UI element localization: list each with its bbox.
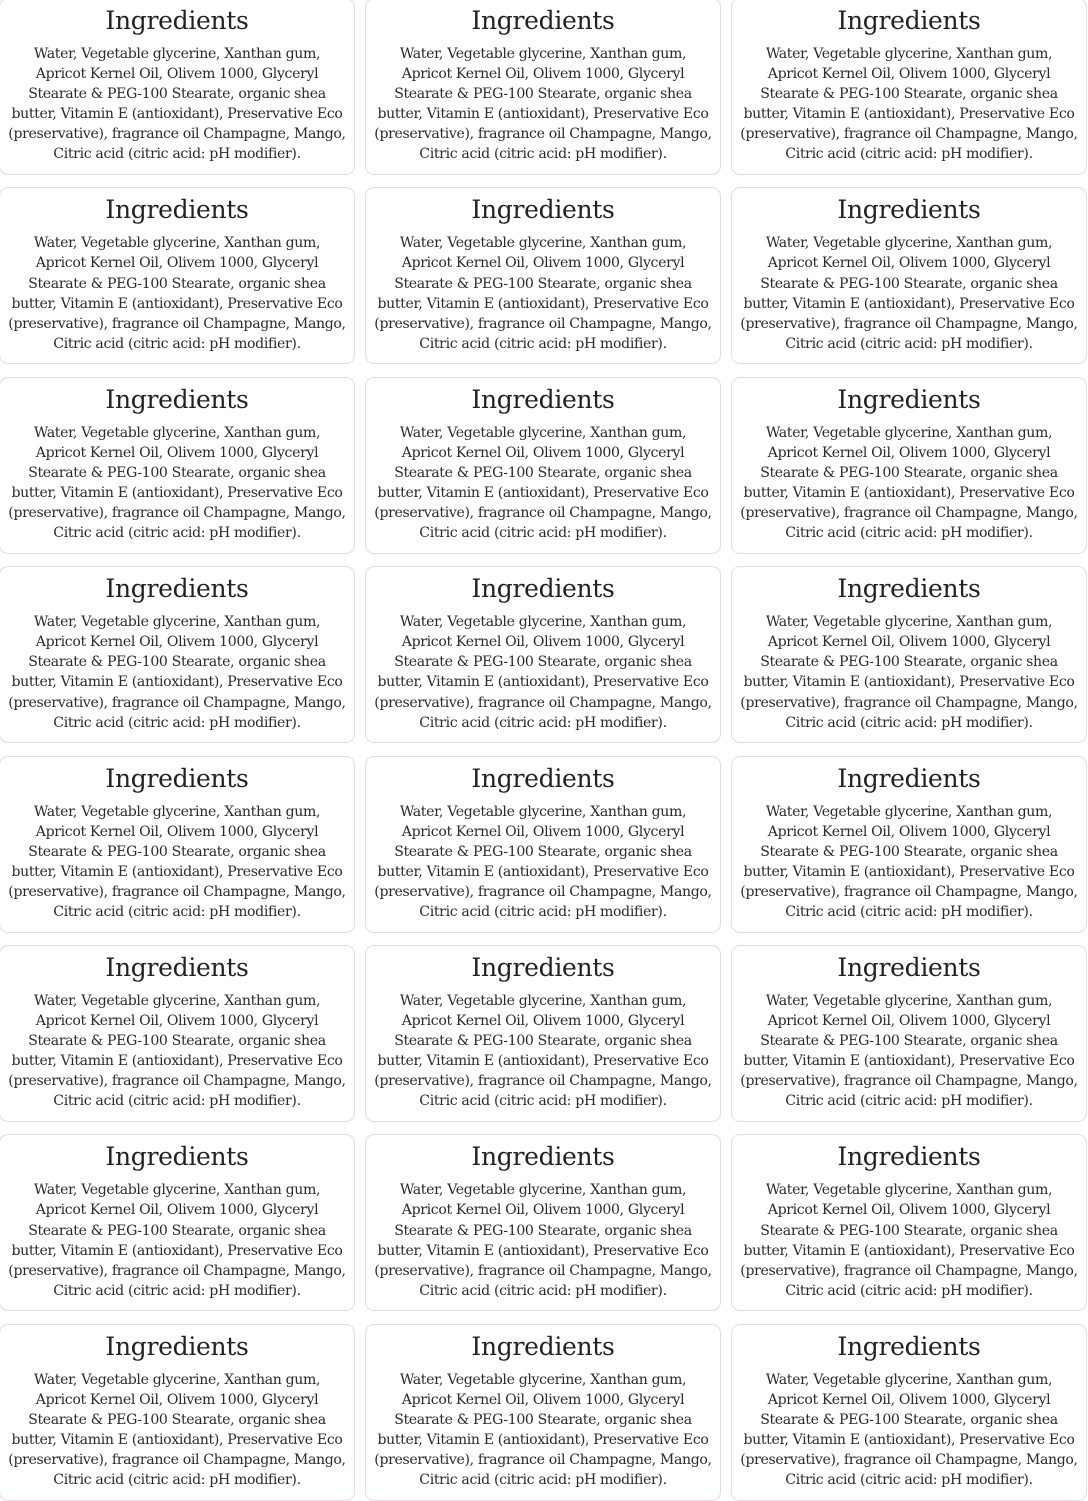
label-ingredients-text: Water, Vegetable glycerine, Xanthan gum, Apricot Kernel Oil, Olivem 1000, Glyceryl Stearate & PEG-100 Stearate, organic shea butter, Vitamin E (antioxidant), Preservative Eco (preservative), fragrance oil Champagne, Mango, Citric acid (citric acid: pH modifier). (374, 1182, 712, 1299)
ingredient-label (0, 0, 355, 175)
label-title: Ingredients (471, 1331, 615, 1361)
label-ingredients-text: Water, Vegetable glycerine, Xanthan gum, Apricot Kernel Oil, Olivem 1000, Glyceryl Stearate & PEG-100 Stearate, organic shea butter, Vitamin E (antioxidant), Preservative Eco (preservative), fragrance oil Champagne, Mango, Citric acid (citric acid: pH modifier). (8, 803, 346, 921)
ingredient-label (0, 945, 355, 1122)
label-title: Ingredients (471, 384, 615, 414)
label-title: Ingredients (837, 195, 981, 225)
label-title: Ingredients (471, 763, 615, 793)
ingredient-label (365, 187, 721, 364)
label-ingredients-text: Water, Vegetable glycerine, Xanthan gum, Apricot Kernel Oil, Olivem 1000, Glyceryl Stearate & PEG-100 Stearate, organic shea butter, Vitamin E (antioxidant), Preservative Eco (preservative), fragrance oil Champagne, Mango, Citric acid (citric acid: pH modifier). (374, 614, 712, 731)
label-title: Ingredients (105, 6, 249, 35)
label-ingredients-text: Water, Vegetable glycerine, Xanthan gum, Apricot Kernel Oil, Olivem 1000, Glyceryl Stearate & PEG-100 Stearate, organic shea butter, Vitamin E (antioxidant), Preservative Eco (preservative), fragrance oil Champagne, Mango, Citric acid (citric acid: pH modifier). (374, 803, 712, 921)
label-title: Ingredients (837, 6, 981, 35)
label-title: Ingredients (837, 574, 981, 604)
label-title: Ingredients (105, 384, 249, 414)
ingredient-label (365, 1324, 721, 1501)
ingredient-label (731, 0, 1087, 175)
label-ingredients-text: Water, Vegetable glycerine, Xanthan gum, Apricot Kernel Oil, Olivem 1000, Glyceryl Stearate & PEG-100 Stearate, organic shea butter, Vitamin E (antioxidant), Preservative Eco (preservative), fragrance oil Champagne, Mango, Citric acid (citric acid: pH modifier). (740, 614, 1078, 731)
ingredient-label (0, 377, 355, 554)
label-ingredients-text: Water, Vegetable glycerine, Xanthan gum, Apricot Kernel Oil, Olivem 1000, Glyceryl Stearate & PEG-100 Stearate, organic shea butter, Vitamin E (antioxidant), Preservative Eco (preservative), fragrance oil Champagne, Mango, Citric acid (citric acid: pH modifier). (8, 992, 346, 1110)
label-title: Ingredients (471, 1142, 615, 1172)
label-ingredients-text: Water, Vegetable glycerine, Xanthan gum, Apricot Kernel Oil, Olivem 1000, Glyceryl Stearate & PEG-100 Stearate, organic shea butter, Vitamin E (antioxidant), Preservative Eco (preservative), fragrance oil Champagne, Mango, Citric acid (citric acid: pH modifier). (374, 424, 712, 542)
label-ingredients-text: Water, Vegetable glycerine, Xanthan gum, Apricot Kernel Oil, Olivem 1000, Glyceryl Stearate & PEG-100 Stearate, organic shea butter, Vitamin E (antioxidant), Preservative Eco (preservative), fragrance oil Champagne, Mango, Citric acid (citric acid: pH modifier). (8, 614, 346, 731)
label-title: Ingredients (471, 952, 615, 982)
label-title: Ingredients (105, 763, 249, 793)
label-title: Ingredients (105, 574, 249, 604)
ingredient-label (365, 377, 721, 554)
label-ingredients-text: Water, Vegetable glycerine, Xanthan gum, Apricot Kernel Oil, Olivem 1000, Glyceryl Stearate & PEG-100 Stearate, organic shea butter, Vitamin E (antioxidant), Preservative Eco (preservative), fragrance oil Champagne, Mango, Citric acid (citric acid: pH modifier). (740, 424, 1078, 542)
ingredient-label (731, 756, 1087, 933)
label-title: Ingredients (837, 952, 981, 982)
label-ingredients-text: Water, Vegetable glycerine, Xanthan gum, Apricot Kernel Oil, Olivem 1000, Glyceryl Stearate & PEG-100 Stearate, organic shea butter, Vitamin E (antioxidant), Preservative Eco (preservative), fragrance oil Champagne, Mango, Citric acid (citric acid: pH modifier). (8, 424, 346, 542)
ingredient-label (731, 187, 1087, 364)
label-ingredients-text: Water, Vegetable glycerine, Xanthan gum, Apricot Kernel Oil, Olivem 1000, Glyceryl Stearate & PEG-100 Stearate, organic shea butter, Vitamin E (antioxidant), Preservative Eco (preservative), fragrance oil Champagne, Mango, Citric acid (citric acid: pH modifier). (374, 46, 712, 163)
label-ingredients-text: Water, Vegetable glycerine, Xanthan gum, Apricot Kernel Oil, Olivem 1000, Glyceryl Stearate & PEG-100 Stearate, organic shea butter, Vitamin E (antioxidant), Preservative Eco (preservative), fragrance oil Champagne, Mango, Citric acid (citric acid: pH modifier). (740, 46, 1078, 163)
label-ingredients-text: Water, Vegetable glycerine, Xanthan gum, Apricot Kernel Oil, Olivem 1000, Glyceryl Stearate & PEG-100 Stearate, organic shea butter, Vitamin E (antioxidant), Preservative Eco (preservative), fragrance oil Champagne, Mango, Citric acid (citric acid: pH modifier). (8, 235, 346, 352)
label-title: Ingredients (837, 763, 981, 793)
label-ingredients-text: Water, Vegetable glycerine, Xanthan gum, Apricot Kernel Oil, Olivem 1000, Glyceryl Stearate & PEG-100 Stearate, organic shea butter, Vitamin E (antioxidant), Preservative Eco (preservative), fragrance oil Champagne, Mango, Citric acid (citric acid: pH modifier). (374, 992, 712, 1110)
ingredient-label (731, 566, 1087, 743)
label-title: Ingredients (837, 1142, 981, 1172)
label-ingredients-text: Water, Vegetable glycerine, Xanthan gum, Apricot Kernel Oil, Olivem 1000, Glyceryl Stearate & PEG-100 Stearate, organic shea butter, Vitamin E (antioxidant), Preservative Eco (preservative), fragrance oil Champagne, Mango, Citric acid (citric acid: pH modifier). (8, 46, 346, 163)
label-ingredients-text: Water, Vegetable glycerine, Xanthan gum, Apricot Kernel Oil, Olivem 1000, Glyceryl Stearate & PEG-100 Stearate, organic shea butter, Vitamin E (antioxidant), Preservative Eco (preservative), fragrance oil Champagne, Mango, Citric acid (citric acid: pH modifier). (8, 1182, 346, 1299)
ingredient-label (731, 945, 1087, 1122)
label-ingredients-text: Water, Vegetable glycerine, Xanthan gum, Apricot Kernel Oil, Olivem 1000, Glyceryl Stearate & PEG-100 Stearate, organic shea butter, Vitamin E (antioxidant), Preservative Eco (preservative), fragrance oil Champagne, Mango, Citric acid (citric acid: pH modifier). (740, 1182, 1078, 1299)
label-title: Ingredients (837, 384, 981, 414)
label-ingredients-text: Water, Vegetable glycerine, Xanthan gum, Apricot Kernel Oil, Olivem 1000, Glyceryl Stearate & PEG-100 Stearate, organic shea butter, Vitamin E (antioxidant), Preservative Eco (preservative), fragrance oil Champagne, Mango, Citric acid (citric acid: pH modifier). (740, 235, 1078, 352)
label-title: Ingredients (471, 195, 615, 225)
label-title: Ingredients (105, 1331, 249, 1361)
ingredient-label (365, 756, 721, 933)
label-title: Ingredients (837, 1331, 981, 1361)
label-title: Ingredients (471, 6, 615, 35)
label-ingredients-text: Water, Vegetable glycerine, Xanthan gum, Apricot Kernel Oil, Olivem 1000, Glyceryl Stearate & PEG-100 Stearate, organic shea butter, Vitamin E (antioxidant), Preservative Eco (preservative), fragrance oil Champagne, Mango, Citric acid (citric acid: pH modifier). (374, 235, 712, 352)
label-ingredients-text: Water, Vegetable glycerine, Xanthan gum, Apricot Kernel Oil, Olivem 1000, Glyceryl Stearate & PEG-100 Stearate, organic shea butter, Vitamin E (antioxidant), Preservative Eco (preservative), fragrance oil Champagne, Mango, Citric acid (citric acid: pH modifier). (740, 803, 1078, 921)
label-title: Ingredients (105, 195, 249, 225)
label-title: Ingredients (105, 1142, 249, 1172)
ingredient-label (731, 1134, 1087, 1311)
ingredient-label (365, 945, 721, 1122)
label-ingredients-text: Water, Vegetable glycerine, Xanthan gum, Apricot Kernel Oil, Olivem 1000, Glyceryl Stearate & PEG-100 Stearate, organic shea butter, Vitamin E (antioxidant), Preservative Eco (preservative), fragrance oil Champagne, Mango, Citric acid (citric acid: pH modifier). (740, 1371, 1078, 1489)
ingredient-label (0, 1134, 355, 1311)
label-title: Ingredients (105, 952, 249, 982)
label-title: Ingredients (471, 574, 615, 604)
ingredient-label (731, 377, 1087, 554)
ingredient-label (0, 187, 355, 364)
label-ingredients-text: Water, Vegetable glycerine, Xanthan gum, Apricot Kernel Oil, Olivem 1000, Glyceryl Stearate & PEG-100 Stearate, organic shea butter, Vitamin E (antioxidant), Preservative Eco (preservative), fragrance oil Champagne, Mango, Citric acid (citric acid: pH modifier). (740, 992, 1078, 1110)
ingredient-label (0, 1324, 355, 1501)
ingredient-label (731, 1324, 1087, 1501)
ingredient-label (365, 0, 721, 175)
label-ingredients-text: Water, Vegetable glycerine, Xanthan gum, Apricot Kernel Oil, Olivem 1000, Glyceryl Stearate & PEG-100 Stearate, organic shea butter, Vitamin E (antioxidant), Preservative Eco (preservative), fragrance oil Champagne, Mango, Citric acid (citric acid: pH modifier). (374, 1371, 712, 1489)
ingredient-label (365, 566, 721, 743)
ingredient-label (365, 1134, 721, 1311)
label-ingredients-text: Water, Vegetable glycerine, Xanthan gum, Apricot Kernel Oil, Olivem 1000, Glyceryl Stearate & PEG-100 Stearate, organic shea butter, Vitamin E (antioxidant), Preservative Eco (preservative), fragrance oil Champagne, Mango, Citric acid (citric acid: pH modifier). (8, 1371, 346, 1489)
ingredient-label (0, 566, 355, 743)
ingredient-label (0, 756, 355, 933)
